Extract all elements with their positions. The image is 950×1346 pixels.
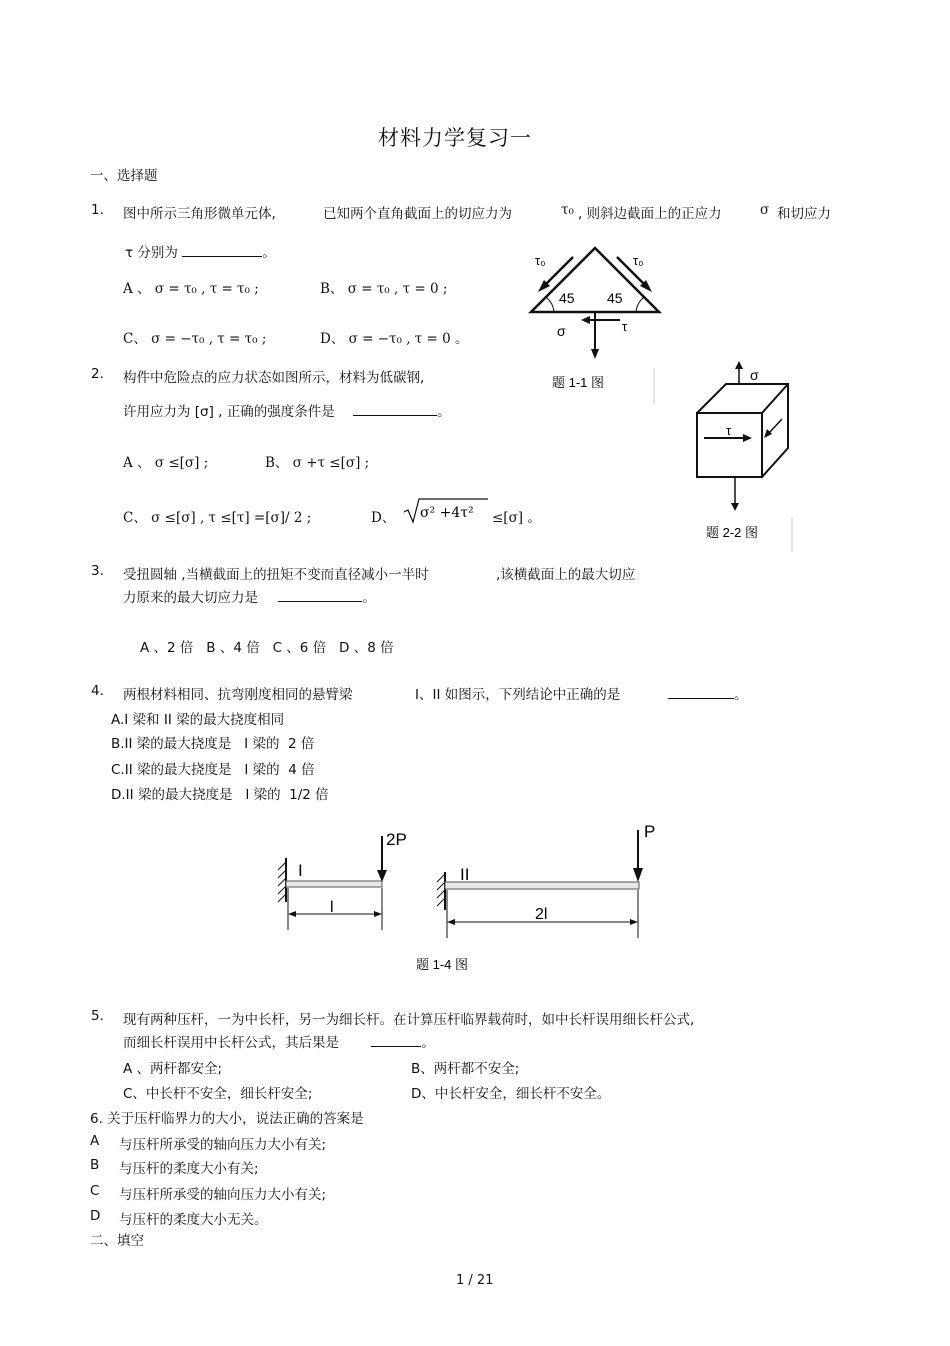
q1-text-d: 和切应力 — [777, 206, 831, 222]
q2-option-d-label: D、 — [371, 510, 396, 526]
q2-option-a: A 、 σ ≤[σ] ; — [123, 455, 209, 471]
figure-1-1-triangle-element — [520, 240, 670, 405]
q2-option-d-suffix: ≤[σ] 。 — [492, 510, 541, 526]
q4-line1-b: I、II 如图示，下列结论中正确的是 — [415, 687, 621, 703]
fig1-tau-label: τ — [622, 319, 628, 334]
q1-option-b: B、 σ = τ₀ , τ = 0 ; — [320, 281, 448, 297]
q6-question: 6. 关于压杆临界力的大小，说法正确的答案是 — [90, 1111, 364, 1127]
q4-option-c: C.II 梁的最大挠度是 I 梁的 4 倍 — [111, 762, 315, 778]
q1-number: 1. — [91, 202, 104, 218]
q5-option-d: D、中长杆安全，细长杆不安全。 — [411, 1086, 611, 1102]
fig2-sigma-label: σ — [750, 367, 759, 383]
q4-answer-blank — [668, 684, 734, 699]
q4-option-a: A.I 梁和 II 梁的最大挠度相同 — [111, 712, 285, 728]
fig4-load-p: P — [644, 822, 656, 841]
q2-option-b: B、 σ +τ ≤[σ] ; — [265, 455, 370, 471]
q4-option-d: D.II 梁的最大挠度是 I 梁的 1/2 倍 — [111, 787, 329, 803]
q5-option-a: A 、两杆都安全; — [123, 1061, 223, 1077]
q1-text-a: 图中所示三角形微单元体, — [123, 206, 276, 222]
q6-option-c-letter: C — [90, 1183, 100, 1199]
q5-option-b: B、两杆都不安全; — [411, 1061, 520, 1077]
fig2-caption: 题 2-2 图 — [706, 525, 759, 540]
q1-option-d: D、 σ = −τ₀ , τ = 0 。 — [320, 331, 469, 347]
q1-text-c: , 则斜边截面上的正应力 — [578, 206, 722, 222]
q5-line1: 现有两种压杆，一为中长杆，另一为细长杆。在计算压杆临界载荷时，如中长杆误用细长杆公式, — [123, 1012, 695, 1028]
q4-line1-suffix: 。 — [734, 687, 748, 703]
q1-sigma: σ — [760, 202, 770, 218]
fig1-tau-right: τ₀ — [633, 253, 644, 268]
section-heading-fill: 二、填空 — [90, 1233, 144, 1249]
q2-line2-prefix: 许用应力为 [σ] , 正确的强度条件是 — [123, 404, 335, 420]
q3-line1-cont: ,该横截面上的最大切应 — [496, 567, 636, 583]
fig1-caption: 题 1-1 图 — [552, 375, 605, 390]
q3-line2-suffix: 。 — [362, 590, 376, 606]
q6-option-b-letter: B — [90, 1157, 100, 1173]
q5-line2-prefix: 而细长杆误用中长杆公式，其后果是 — [123, 1035, 339, 1051]
q3-answer-blank — [278, 587, 362, 602]
q1-text-b: 已知两个直角截面上的切应力为 — [323, 206, 512, 222]
q6-option-a: 与压杆所承受的轴向压力大小有关; — [119, 1137, 327, 1153]
fig1-sigma-label: σ — [557, 323, 566, 339]
fig1-angle-left: 45 — [559, 290, 575, 306]
q3-options: A 、2 倍 B 、4 倍 C 、6 倍 D 、8 倍 — [140, 640, 394, 656]
q2-line1: 构件中危险点的应力状态如图所示，材料为低碳钢, — [123, 370, 425, 386]
fig4-load-2p: 2P — [386, 830, 407, 849]
q1-line2-prefix: τ 分别为 — [125, 245, 178, 261]
fig1-angle-right: 45 — [607, 290, 623, 306]
q4-line1-a: 两根材料相同、抗弯刚度相同的悬臂梁 — [123, 687, 353, 703]
q1-option-c: C、 σ = −τ₀ , τ = τ₀ ; — [123, 331, 267, 347]
fig4-beam2-label: II — [460, 865, 470, 884]
q6-option-d: 与压杆的柔度大小无关。 — [119, 1212, 268, 1228]
q2-number: 2. — [91, 366, 104, 382]
page-title: 材料力学复习一 — [378, 126, 532, 150]
q4-number: 4. — [91, 683, 104, 699]
fig4-beam1-label: I — [298, 861, 303, 880]
q1-line2-suffix: 。 — [262, 245, 276, 261]
q6-option-c: 与压杆所承受的轴向压力大小有关; — [119, 1187, 327, 1203]
q2-option-d-radicand: σ² +4τ² — [420, 505, 474, 521]
q1-option-a: A 、 σ = τ₀ , τ = τ₀ ; — [123, 281, 259, 297]
fig4-caption: 题 1-4 图 — [416, 957, 469, 972]
q2-option-c: C、 σ ≤[σ] , τ ≤[τ] =[σ]/ 2 ; — [123, 510, 312, 526]
fig4-length1: l — [330, 899, 334, 916]
q5-option-c: C、中长杆不安全，细长杆安全; — [123, 1086, 313, 1102]
q3-number: 3. — [91, 563, 104, 579]
fig1-tau-left: τ₀ — [535, 253, 546, 268]
q5-answer-blank — [371, 1032, 421, 1047]
fig2-tau-label: τ — [726, 423, 732, 438]
q4-option-b: B.II 梁的最大挠度是 I 梁的 2 倍 — [111, 736, 315, 752]
q5-line2-suffix: 。 — [421, 1035, 435, 1051]
figure-2-2-cube-element — [690, 360, 800, 555]
q2-option-d-radical — [402, 496, 492, 524]
q2-line2-suffix: 。 — [437, 404, 451, 420]
fig4-length2: 2l — [535, 906, 548, 923]
q6-option-d-letter: D — [90, 1208, 101, 1224]
q2-answer-blank — [353, 401, 437, 416]
q3-line2-prefix: 力原来的最大切应力是 — [123, 590, 258, 606]
figure-1-4-cantilever-beams — [272, 818, 672, 978]
q1-tau0: τ₀ — [561, 202, 574, 218]
q6-option-b: 与压杆的柔度大小有关; — [119, 1161, 259, 1177]
section-heading-choice: 一、选择题 — [90, 168, 158, 184]
q1-answer-blank — [182, 242, 262, 257]
q3-line1: 受扭圆轴 ,当横截面上的扭矩不变而直径减小一半时 — [123, 567, 429, 583]
q6-option-a-letter: A — [90, 1133, 100, 1149]
page-number: 1 / 21 — [456, 1273, 494, 1288]
q5-number: 5. — [91, 1008, 104, 1024]
